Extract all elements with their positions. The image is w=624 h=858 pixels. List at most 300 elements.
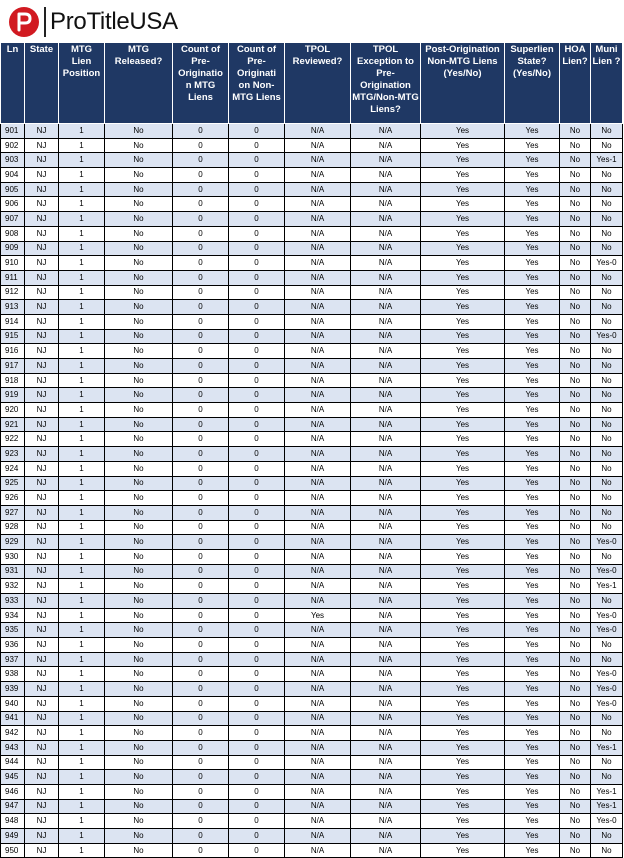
table-cell: 936 (1, 638, 25, 653)
table-cell: N/A (351, 138, 421, 153)
table-cell: No (560, 814, 591, 829)
table-cell: Yes (421, 594, 505, 609)
table-cell: No (105, 447, 173, 462)
table-cell: Yes (505, 549, 560, 564)
table-cell: 0 (229, 300, 285, 315)
table-cell: N/A (351, 829, 421, 844)
table-cell: Yes (421, 726, 505, 741)
table-cell: No (560, 241, 591, 256)
table-cell: No (560, 726, 591, 741)
table-cell: N/A (351, 256, 421, 271)
table-cell: 0 (173, 285, 229, 300)
table-cell: NJ (25, 770, 59, 785)
table-cell: 906 (1, 197, 25, 212)
table-cell: No (105, 491, 173, 506)
table-row (1, 740, 623, 755)
table-cell: 0 (173, 726, 229, 741)
table-cell: N/A (351, 535, 421, 550)
table-cell: No (560, 359, 591, 374)
table-cell: Yes (505, 755, 560, 770)
table-cell: Yes-0 (591, 682, 623, 697)
table-cell: No (591, 388, 623, 403)
table-cell: 1 (59, 535, 105, 550)
table-cell: 0 (173, 241, 229, 256)
table-row (1, 432, 623, 447)
table-row (1, 226, 623, 241)
table-row (1, 667, 623, 682)
table-cell: No (560, 667, 591, 682)
table-cell: 0 (229, 124, 285, 139)
table-cell: 0 (173, 814, 229, 829)
table-cell: Yes (505, 638, 560, 653)
table-cell: 0 (173, 579, 229, 594)
table-cell: 0 (229, 417, 285, 432)
table-cell: N/A (351, 623, 421, 638)
table-cell: 0 (229, 638, 285, 653)
table-cell: N/A (351, 168, 421, 183)
table-cell: 0 (229, 491, 285, 506)
table-cell: Yes (421, 197, 505, 212)
table-cell: Yes (505, 388, 560, 403)
table-cell: Yes (505, 270, 560, 285)
table-cell: No (591, 594, 623, 609)
table-cell: 938 (1, 667, 25, 682)
table-cell: No (105, 520, 173, 535)
table-row (1, 491, 623, 506)
table-cell: No (560, 447, 591, 462)
table-row (1, 256, 623, 271)
table-cell: 0 (229, 197, 285, 212)
table-cell: N/A (351, 124, 421, 139)
table-cell: No (105, 124, 173, 139)
table-cell: Yes (505, 314, 560, 329)
table-cell: Yes-0 (591, 667, 623, 682)
table-cell: 0 (173, 594, 229, 609)
table-cell: No (105, 711, 173, 726)
table-cell: No (591, 241, 623, 256)
table-cell: 0 (173, 344, 229, 359)
table-cell: 0 (229, 755, 285, 770)
table-cell: Yes (505, 667, 560, 682)
table-cell: 916 (1, 344, 25, 359)
table-cell: N/A (285, 799, 351, 814)
table-row (1, 344, 623, 359)
table-cell: N/A (351, 814, 421, 829)
table-row (1, 652, 623, 667)
table-row (1, 799, 623, 814)
table-cell: Yes (505, 168, 560, 183)
table-cell: No (560, 461, 591, 476)
table-cell: Yes (421, 755, 505, 770)
table-cell: 924 (1, 461, 25, 476)
table-cell: Yes (505, 579, 560, 594)
table-cell: Yes (505, 696, 560, 711)
table-cell: N/A (285, 491, 351, 506)
table-cell: Yes-0 (591, 256, 623, 271)
table-cell: 1 (59, 447, 105, 462)
table-cell: 1 (59, 417, 105, 432)
table-cell: N/A (351, 344, 421, 359)
table-row (1, 153, 623, 168)
table-cell: NJ (25, 608, 59, 623)
table-cell: 931 (1, 564, 25, 579)
table-cell: Yes (505, 344, 560, 359)
table-cell: No (105, 256, 173, 271)
table-cell: 0 (173, 770, 229, 785)
table-cell: NJ (25, 138, 59, 153)
table-cell: Yes (421, 461, 505, 476)
table-cell: 0 (229, 652, 285, 667)
column-header: HOA Lien? (560, 43, 591, 124)
table-row (1, 461, 623, 476)
table-cell: No (591, 212, 623, 227)
table-cell: NJ (25, 359, 59, 374)
table-cell: 907 (1, 212, 25, 227)
table-cell: No (105, 212, 173, 227)
table-cell: No (560, 594, 591, 609)
table-cell: 1 (59, 770, 105, 785)
table-cell: N/A (351, 359, 421, 374)
column-header: Ln (1, 43, 25, 124)
table-cell: N/A (285, 814, 351, 829)
table-cell: 0 (173, 564, 229, 579)
table-cell: Yes (505, 829, 560, 844)
table-cell: N/A (285, 549, 351, 564)
table-cell: 904 (1, 168, 25, 183)
table-cell: 922 (1, 432, 25, 447)
table-cell: N/A (285, 579, 351, 594)
table-cell: NJ (25, 652, 59, 667)
table-cell: No (560, 652, 591, 667)
table-cell: 0 (229, 608, 285, 623)
table-cell: N/A (285, 535, 351, 550)
table-cell: 1 (59, 696, 105, 711)
table-cell: No (105, 652, 173, 667)
table-row (1, 197, 623, 212)
column-header: Superlien State? (Yes/No) (505, 43, 560, 124)
table-cell: Yes (421, 696, 505, 711)
table-cell: NJ (25, 417, 59, 432)
table-cell: N/A (351, 770, 421, 785)
table-cell: Yes (421, 799, 505, 814)
table-cell: No (591, 843, 623, 858)
table-cell: 0 (229, 784, 285, 799)
column-header: TPOL Exception to Pre-Origination MTG/Non-MTG Liens? (351, 43, 421, 124)
table-cell: 0 (229, 564, 285, 579)
table-cell: Yes (421, 153, 505, 168)
table-cell: 0 (173, 124, 229, 139)
table-cell: 0 (173, 476, 229, 491)
table-cell: 0 (173, 740, 229, 755)
table-cell: N/A (285, 153, 351, 168)
table-cell: Yes-0 (591, 564, 623, 579)
table-cell: NJ (25, 256, 59, 271)
table-cell: 1 (59, 682, 105, 697)
table-cell: Yes (421, 447, 505, 462)
table-cell: No (560, 270, 591, 285)
table-cell: 929 (1, 535, 25, 550)
table-cell: Yes (421, 241, 505, 256)
table-cell: Yes (421, 359, 505, 374)
table-cell: NJ (25, 594, 59, 609)
table-cell: 0 (173, 226, 229, 241)
brand-name: ProTitleUSA (50, 8, 178, 35)
table-cell: 1 (59, 549, 105, 564)
lien-table (0, 42, 623, 858)
table-cell: Yes (421, 491, 505, 506)
table-cell: Yes (505, 476, 560, 491)
table-cell: N/A (351, 652, 421, 667)
table-cell: Yes (421, 520, 505, 535)
table-cell: No (105, 403, 173, 418)
table-cell: Yes (421, 784, 505, 799)
table-cell: 918 (1, 373, 25, 388)
table-cell: Yes (505, 799, 560, 814)
table-cell: 1 (59, 784, 105, 799)
table-cell: NJ (25, 784, 59, 799)
table-cell: NJ (25, 403, 59, 418)
table-cell: No (560, 740, 591, 755)
table-cell: 1 (59, 476, 105, 491)
table-cell: No (591, 447, 623, 462)
table-cell: Yes-0 (591, 696, 623, 711)
table-cell: N/A (285, 829, 351, 844)
table-cell: Yes (421, 682, 505, 697)
table-cell: No (105, 388, 173, 403)
table-cell: No (560, 682, 591, 697)
table-cell: Yes (421, 843, 505, 858)
table-cell: No (560, 417, 591, 432)
table-cell: 1 (59, 638, 105, 653)
table-cell: No (560, 505, 591, 520)
table-cell: N/A (285, 241, 351, 256)
table-cell: No (105, 226, 173, 241)
table-cell: No (105, 667, 173, 682)
table-cell: 949 (1, 829, 25, 844)
table-cell: 0 (173, 843, 229, 858)
table-cell: 1 (59, 270, 105, 285)
table-cell: N/A (351, 388, 421, 403)
table-cell: No (560, 843, 591, 858)
table-cell: NJ (25, 168, 59, 183)
table-cell: Yes (285, 608, 351, 623)
table-cell: N/A (285, 270, 351, 285)
table-cell: No (105, 285, 173, 300)
table-cell: 0 (173, 696, 229, 711)
table-cell: N/A (285, 755, 351, 770)
table-cell: Yes (505, 182, 560, 197)
table-cell: No (591, 300, 623, 315)
table-cell: No (560, 799, 591, 814)
table-cell: 1 (59, 300, 105, 315)
table-cell: Yes (505, 153, 560, 168)
table-cell: NJ (25, 579, 59, 594)
table-cell: N/A (351, 182, 421, 197)
table-cell: No (105, 300, 173, 315)
table-cell: No (560, 549, 591, 564)
table-cell: 1 (59, 168, 105, 183)
table-cell: No (560, 197, 591, 212)
table-cell: 0 (229, 182, 285, 197)
table-cell: N/A (285, 344, 351, 359)
table-cell: 0 (173, 388, 229, 403)
table-cell: N/A (351, 784, 421, 799)
table-cell: Yes (421, 403, 505, 418)
table-cell: NJ (25, 461, 59, 476)
table-cell: No (105, 740, 173, 755)
table-cell: No (105, 843, 173, 858)
table-cell: 0 (229, 829, 285, 844)
table-row (1, 696, 623, 711)
table-cell: No (591, 168, 623, 183)
table-cell: N/A (285, 314, 351, 329)
table-cell: 0 (173, 153, 229, 168)
table-cell: 0 (173, 373, 229, 388)
table-cell: N/A (351, 461, 421, 476)
column-header: TPOL Reviewed? (285, 43, 351, 124)
table-row (1, 373, 623, 388)
table-cell: No (560, 138, 591, 153)
table-cell: Yes-1 (591, 153, 623, 168)
table-row (1, 476, 623, 491)
table-cell: 0 (173, 652, 229, 667)
table-cell: 0 (173, 270, 229, 285)
table-cell: N/A (285, 564, 351, 579)
logo-p-icon (9, 7, 39, 37)
table-cell: Yes (505, 373, 560, 388)
column-header: Count of Pre-Originatio n MTG Liens (173, 43, 229, 124)
table-cell: Yes-1 (591, 740, 623, 755)
table-cell: 928 (1, 520, 25, 535)
table-cell: Yes (421, 564, 505, 579)
table-cell: Yes (421, 388, 505, 403)
table-row (1, 447, 623, 462)
table-cell: 0 (173, 403, 229, 418)
table-cell: 1 (59, 505, 105, 520)
table-cell: 0 (173, 535, 229, 550)
table-cell: N/A (351, 711, 421, 726)
table-cell: NJ (25, 711, 59, 726)
table-cell: Yes (505, 740, 560, 755)
table-cell: 0 (173, 638, 229, 653)
table-cell: 1 (59, 212, 105, 227)
table-cell: Yes (421, 638, 505, 653)
table-cell: No (560, 153, 591, 168)
table-cell: No (105, 461, 173, 476)
table-cell: N/A (285, 329, 351, 344)
table-cell: 0 (229, 770, 285, 785)
table-cell: 1 (59, 256, 105, 271)
table-cell: Yes (421, 579, 505, 594)
table-cell: 0 (229, 329, 285, 344)
table-cell: 0 (229, 168, 285, 183)
table-row (1, 182, 623, 197)
table-cell: 0 (173, 461, 229, 476)
table-cell: 0 (229, 226, 285, 241)
table-cell: No (591, 711, 623, 726)
table-cell: Yes (505, 491, 560, 506)
table-cell: Yes (505, 432, 560, 447)
table-cell: 0 (173, 138, 229, 153)
table-cell: 0 (173, 359, 229, 374)
table-cell: No (560, 696, 591, 711)
table-cell: 0 (229, 212, 285, 227)
table-cell: N/A (351, 594, 421, 609)
table-cell: Yes (421, 505, 505, 520)
table-row (1, 314, 623, 329)
table-cell: Yes (505, 623, 560, 638)
table-cell: 1 (59, 124, 105, 139)
table-cell: Yes (421, 417, 505, 432)
column-header: MTG Released? (105, 43, 173, 124)
table-cell: Yes (421, 829, 505, 844)
table-cell: Yes (421, 549, 505, 564)
table-cell: 935 (1, 623, 25, 638)
logo-p-glyph (15, 12, 33, 32)
table-cell: Yes (421, 138, 505, 153)
table-cell: 909 (1, 241, 25, 256)
table-cell: N/A (285, 476, 351, 491)
table-cell: N/A (351, 843, 421, 858)
table-cell: 0 (173, 520, 229, 535)
table-cell: 905 (1, 182, 25, 197)
table-cell: No (105, 359, 173, 374)
table-cell: 902 (1, 138, 25, 153)
table-cell: No (560, 344, 591, 359)
table-cell: NJ (25, 388, 59, 403)
table-cell: N/A (351, 447, 421, 462)
table-cell: Yes (421, 329, 505, 344)
table-cell: N/A (285, 652, 351, 667)
table-cell: Yes (421, 314, 505, 329)
table-cell: 1 (59, 564, 105, 579)
table-cell: No (591, 359, 623, 374)
table-cell: 941 (1, 711, 25, 726)
table-cell: Yes (421, 608, 505, 623)
table-cell: NJ (25, 667, 59, 682)
table-cell: 1 (59, 667, 105, 682)
table-cell: NJ (25, 270, 59, 285)
table-cell: 939 (1, 682, 25, 697)
table-cell: N/A (285, 447, 351, 462)
table-cell: N/A (285, 182, 351, 197)
table-cell: 933 (1, 594, 25, 609)
table-cell: Yes (421, 432, 505, 447)
table-cell: Yes (421, 124, 505, 139)
table-cell: No (591, 652, 623, 667)
table-cell: 1 (59, 197, 105, 212)
table-cell: 925 (1, 476, 25, 491)
table-cell: N/A (285, 197, 351, 212)
table-cell: N/A (285, 711, 351, 726)
table-cell: 934 (1, 608, 25, 623)
table-cell: Yes (421, 168, 505, 183)
table-row (1, 814, 623, 829)
table-cell: 1 (59, 652, 105, 667)
table-cell: N/A (285, 784, 351, 799)
table-cell: 0 (229, 241, 285, 256)
table-cell: No (560, 182, 591, 197)
table-cell: 1 (59, 491, 105, 506)
table-cell: 0 (229, 594, 285, 609)
table-cell: Yes (505, 505, 560, 520)
table-cell: Yes (505, 594, 560, 609)
table-cell: NJ (25, 491, 59, 506)
table-cell: Yes (505, 652, 560, 667)
table-cell: NJ (25, 623, 59, 638)
table-cell: N/A (285, 770, 351, 785)
table-cell: 1 (59, 579, 105, 594)
